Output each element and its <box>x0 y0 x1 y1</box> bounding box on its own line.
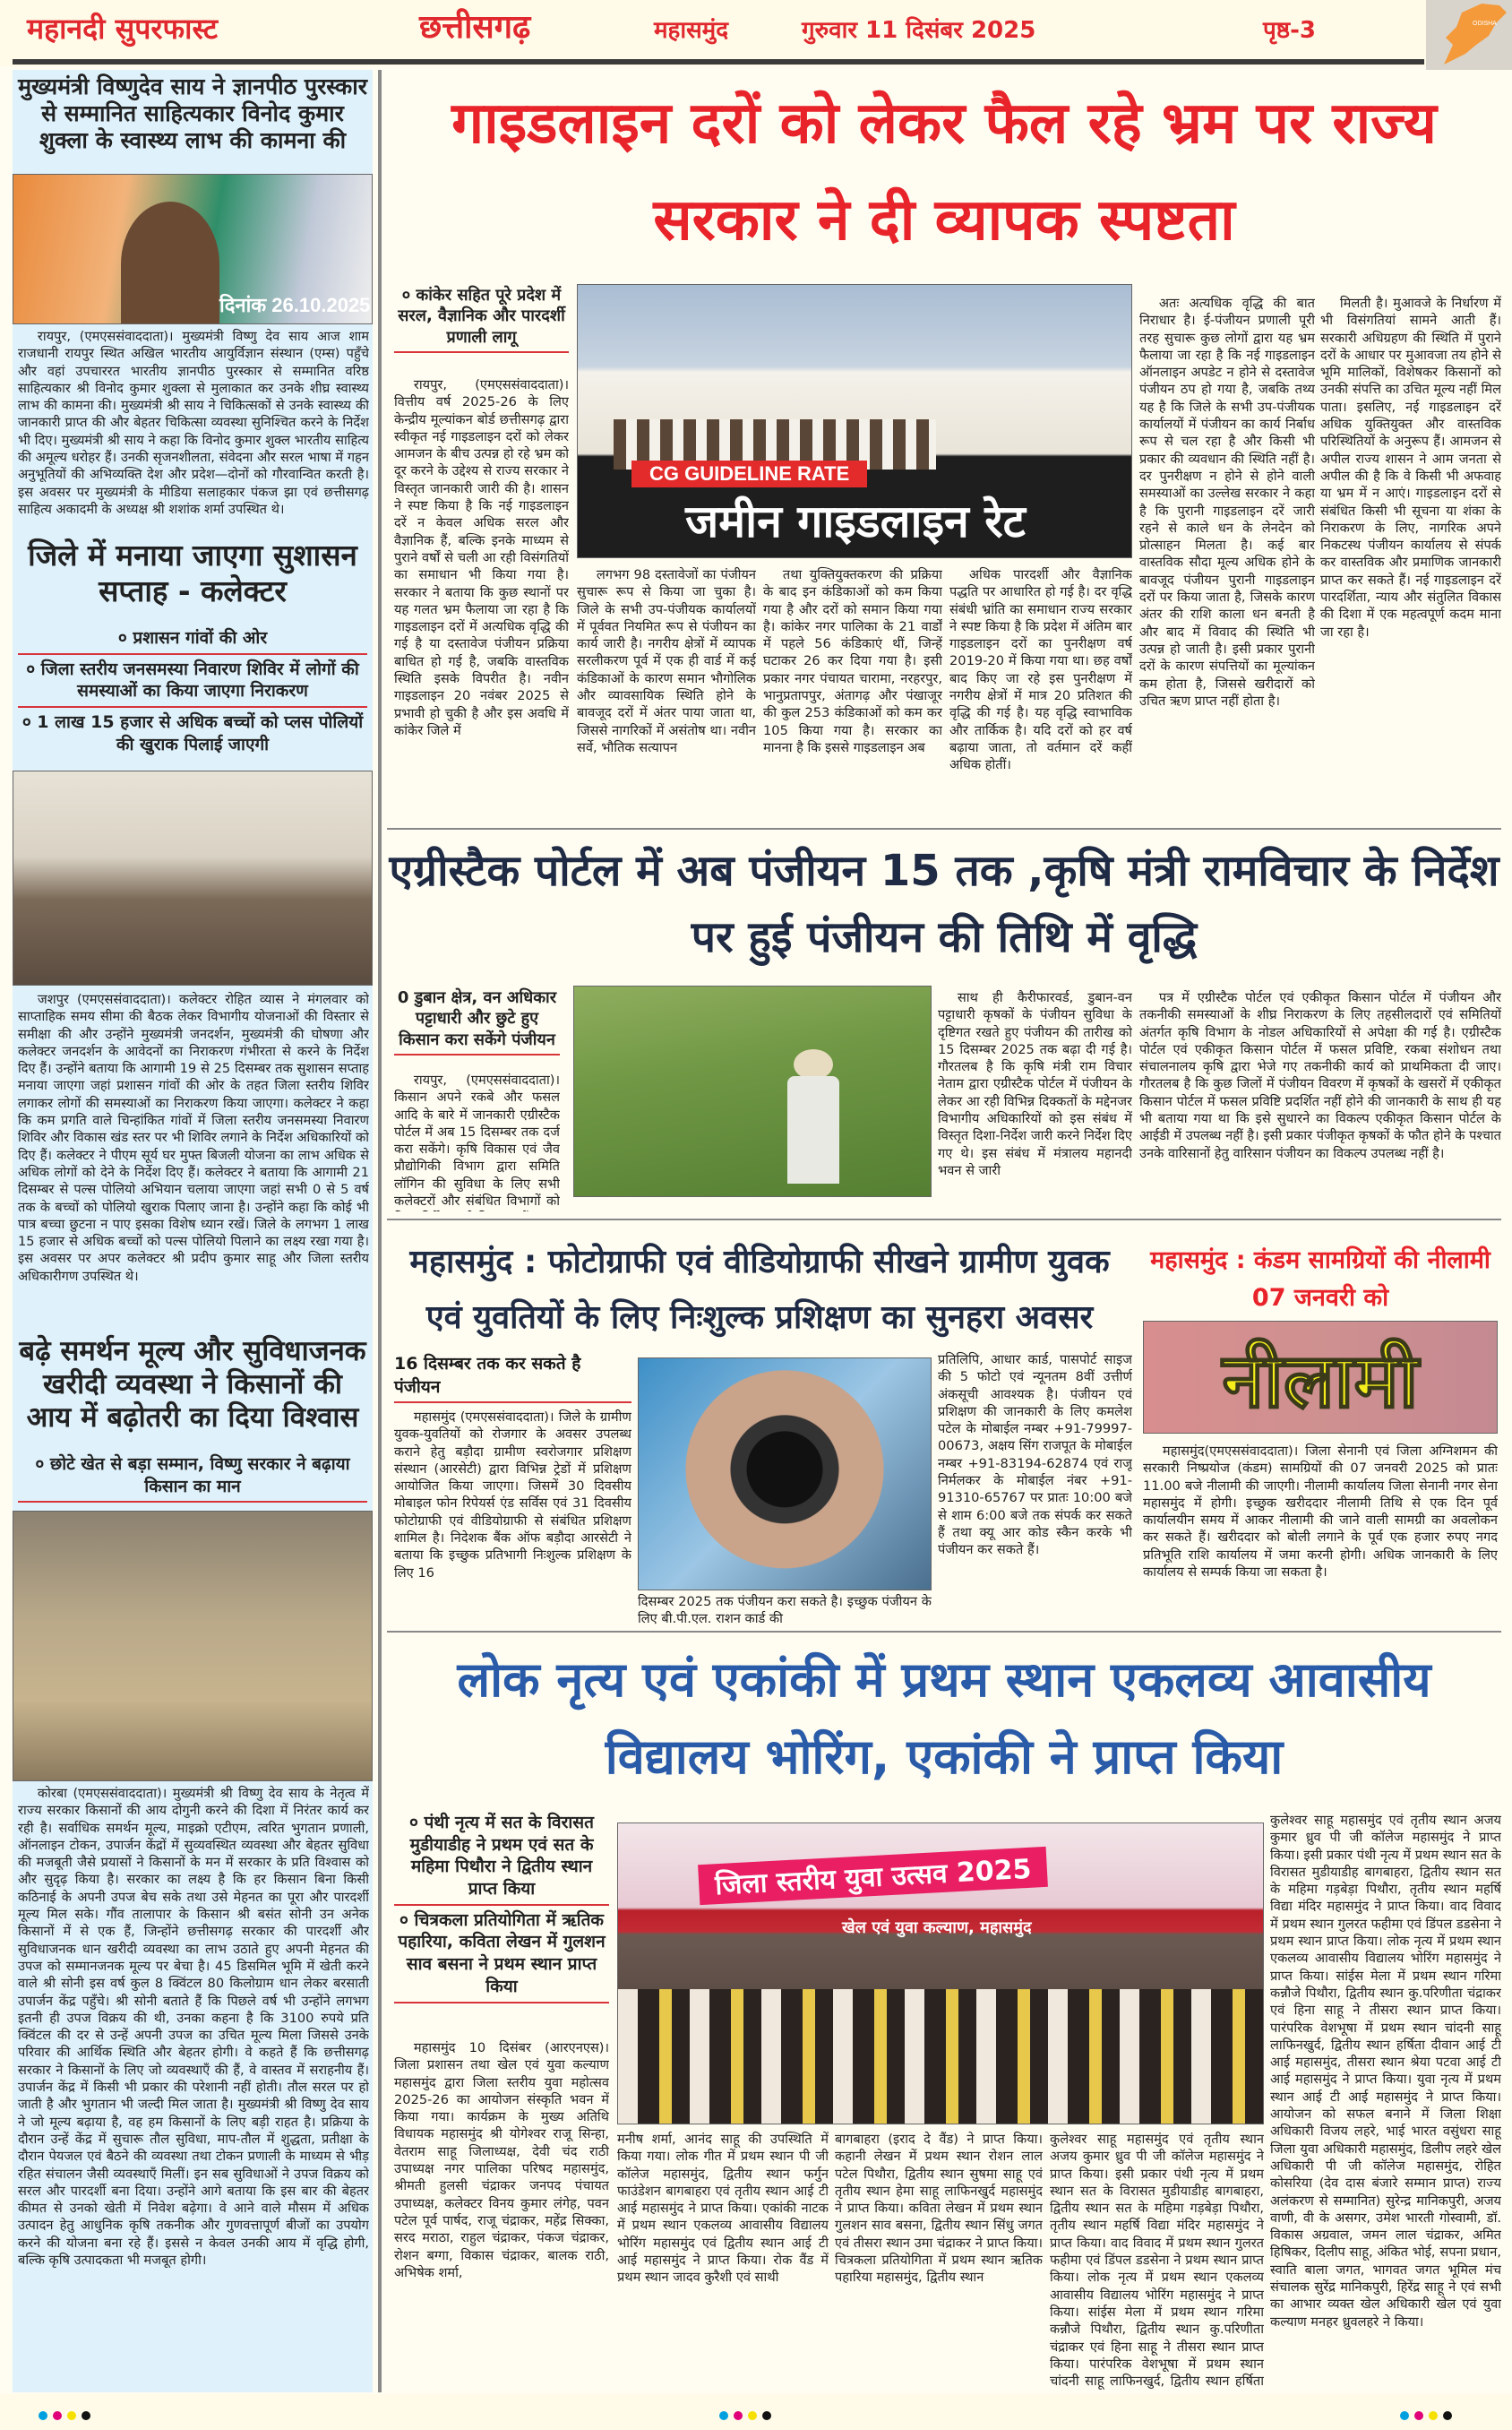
article-body-continued: कुलेश्वर साहू महासमुंद एवं तृतीय स्थान अजय कुमार ध्रुव पी जी कॉलेज महासमुंद ने प्राप्त किया। इसी प्रकार पंथी नृत्य में प्रथम स्थान सत के विरासत मुडीयाडीह बागबाहरा, द्वितीय स्थान सत के महिमा गड़बेड़ा पिथौरा, तृतीय स्थान महर्षि विद्या मंदिर महासमुंद ने प्राप्त किया। वाद विवाद में प्रथम स्थान गुलरत फहीमा एवं डिंपल डडसेना ने प्रथम स्थान प्राप्त किया। लोक नृत्य में प्रथम स्थान एकलव्य आवासीय विद्यालय भोरिंग महासमुंद ने प्राप्त किया। सांईस मेला में प्रथम स्थान गरिमा कन्नौजे पिथौरा, द्वितीय स्थान कु.परिणीता चंद्राकर एवं हिना साहू ने तीसरा स्थान प्राप्त किया। पारंपरिक वेशभूषा में प्रथम स्थान चांदनी साहू लाफिनखुर्द, द्वितीय स्थान हर्षिता दीवान आई टी आई महासमुंद, तीसरा स्थान श्रेया पटवा आई टी आई महासमुंद ने प्राप्त किया। युवा नृत्य में प्रथम स्थान आई टी आई महासमुंद ने प्राप्त किया। आयोजन को सफल बनाने में जिला शिक्षा अधिकारी विजय लहरे, भाई भारत वसुंधरा साहू जिला युवा अधिकारी महासमुंद, डिलीप लहरे खेल अधिकारी पी जी कॉलेज महासमुंद, रोहित कोसरिया (देव दास बंजारे सम्मान प्राप्त) राज्य अलंकरण से सम्मानित) सुरेन्द्र मानिकपुरी, अजय वाणी, वी के असगर, उमेश भारती गोस्वामी, डॉ. विकास अग्रवाल, जमन लाल चंद्राकर, अमित हिषिकर, दिलीप साहू, अंकित भोई, सपना प्रधान, स्वाति बाला जगत, भागवत जगत भूमिल मंच संचालक सुरेंद्र मानिकपुरी, हिरेंद्र साहू ने एवं सभी का आभार व्यक्त खेल अधिकारी खेल एवं युवा कल्याण मनहर ध्रुवलहरे ने किया। <box>1270 1813 1501 2330</box>
subhead: ० 1 लाख 15 हजार से अधिक बच्चों को प्लस पोलियों की खुराक पिलाई जाएगी <box>21 712 364 754</box>
article-headline: महासमुंद : फोटोग्राफी एवं वीडियोग्राफी सीखने ग्रामीण युवक एवं युवतियों के लिए निःशुल्क प्रशिक्षण का सुनहरा अवसर <box>409 1244 1110 1336</box>
article-body: पत्र में एग्रीस्टैक पोर्टल एवं एकीकृत किसान पोर्टल में पंजीयन और तकनीकी समस्याओं के शीघ्र निराकरण के लिए तहसीलदारों एवं समितियों अंतर्गत कृषि विभाग के नोडल अधिकारियों से अपेक्षा की गई है। एग्रीस्टैक पोर्टल एवं एकीकृत किसान पोर्टल में फसल प्रविष्टि, रकबा संशोधन तथा संचालनालय कृषि द्वारा भेजे गए तकनीकी कार्य को प्राथमिकता दी जाए। गौरतलब है कि कुछ जिलों में पंजीयन विवरण में कृषकों के खसरों में एकीकृत किसान पोर्टल में फसल प्रविष्टि प्रदर्शित नहीं होने की जानकारी के साथ ही यह भी बताया गया था कि इसे सुधारने का विकल्प एकीकृत किसान पोर्टल के आईडी में उपलब्ध नहीं है। इसी प्रकार पंजीकृत कृषकों के फौत होने के पश्चात उनके वारिसानों हेतु वारिसान पंजीयन का विकल्प उपलब्ध नहीं है। <box>1139 990 1501 1161</box>
subheads <box>18 627 367 763</box>
subhead: ० कांकेर सहित पूरे प्रदेश में सरल, वैज्ञानिक और पारदर्शी प्रणाली लागू <box>394 285 569 353</box>
paper-name: महानदी सुपरफास्ट <box>27 12 219 46</box>
article-body: अतः अत्यधिक वृद्धि की बात निराधार है। ई-पंजीयन प्रणाली पूरी तरह सुचारू कुछ लोगों द्वारा यह भ्रम फैलाया जा रहा है कि नई गाइडलाइन ऑनलाइन अपडेट न होने से दस्तावेज पंजीयन ठप हो गया है, जबकि तथ्य यह है कि जिले के सभी उप-पंजीयक कार्यालयों में पंजीयन का कार्य निर्बाध रूप से चल रहा है और किसी भी प्रकार की व्यवधान की स्थिति नहीं है। दर पुनरीक्षण न होने से होने वाली समस्याओं का उल्लेख सरकार ने कहा है कि पुरानी गाइडलाइन दरें जारी रहने से काले धन के लेनदेन को प्रोत्साहन मिलता है। कई बार वास्तविक सौदा मूल्य अधिक होने के बावजूद पंजीयन पुरानी गाइडलाइन दरों पर किया जाता है, जिसके कारण अंतर की राशि काला धन बनती है और बाद में विवाद की स्थिति भी उत्पन्न हो जाती है। इसी प्रकार पुरानी दरों के कारण संपत्तियों का मूल्यांकन कम होता है, जिससे खरीदारों को उचित ऋण प्राप्त नहीं होता है। <box>1139 296 1315 709</box>
collector-meeting-photo <box>13 771 373 986</box>
camera-photographer-photo <box>638 1357 932 1590</box>
footer <box>0 2394 1512 2430</box>
article-headline: लोक नृत्य एवं एकांकी में प्रथम स्थान एकलव्य आवासीय विद्यालय भोरिंग, एकांकी ने प्राप्त किया <box>457 1651 1431 1785</box>
column-divider <box>378 70 382 2392</box>
article-body: महासमुंद (एमएससंवाददाता)। जिले के ग्रामीण युवक-युवतियों को रोजगार के अवसर उपलब्ध कराने हेतु बड़ौदा ग्रामीण स्वरोजगार प्रशिक्षण संस्थान (आरसेटी) द्वारा विभिन्न ट्रेडों में प्रशिक्षण आयोजित किया जाएगा। जिसमें 30 दिवसीय मोबाइल फोन रिपेयर्स एंड सर्विस एवं 31 दिवसीय फोटोग्राफी एवं वीडियोग्राफी से संबंधित प्रशिक्षण शामिल है। निदेशक बैंक ऑफ बड़ौदा आरसेटी ने बताया कि इच्छुक प्रतिभागी निःशुल्क प्रशिक्षण के लिए 16 <box>394 1409 631 1581</box>
header-rule <box>13 59 1424 65</box>
article-body: महासमुंद(एमएससंवाददाता)। जिला सेनानी एवं जिला अग्निशमन की सरकारी निष्प्रयोज (कंडम) सामग्रियों की 07 जनवरी 2025 को प्रातः 11.00 बजे नीलामी की जाएगी। नीलामी कार्यालय जिला सेनानी नगर सेना महासमुंद में होगी। इच्छुक खरीददार नीलामी तिथि से एक दिन पूर्व कार्यालयीन समय में आकर नीलामी की जाने वाली सामग्री का अवलोकन कर सकते हैं। खरीददार को बोली लगाने के पूर्व एक हजार रुपए नगद प्रतिभूति राशि कार्यालय में जमा करनी होगी। अधिक जानकारी के लिए कार्यालय से सम्पर्क किया जा सकता है। <box>1143 1443 1498 1581</box>
subhead: 16 दिसम्बर तक कर सकते है पंजीयन <box>394 1351 631 1403</box>
article-headline: एग्रीस्टैक पोर्टल में अब पंजीयन 15 तक ,कृषि मंत्री रामविचार के निर्देश पर हुई पंजीयन की तिथि में वृद्धि <box>389 846 1499 962</box>
article-body: रायपुर, (एमएससंवाददाता)। मुख्यमंत्री विष्णु देव साय आज शाम राजधानी रायपुर स्थित अखिल भारतीय आयुर्विज्ञान संस्थान (एम्स) पहुँचे और वहां उपचाररत भारतीय ज्ञानपीठ पुरस्कार से सम्मानित वरिष्ठ साहित्यकार श्री विनोद कुमार शुक्ला से मुलाकात कर उनके शीघ्र स्वास्थ्य लाभ की कामना की। मुख्यमंत्री श्री साय ने चिकित्सकों से उनके स्वास्थ्य की जानकारी प्राप्त की और बेहतर चिकित्सा व्यवस्था सुनिश्चित करने के निर्देश भी दिए। मुख्यमंत्री श्री साय ने कहा कि विनोद कुमार शुक्ल भारतीय साहित्य की अमूल्य धरोहर हैं। उनकी सृजनशीलता, संवेदना और सरल भाषा में गहन अनुभूतियों की अभिव्यक्ति देश और प्रदेश—दोनों को गौरवान्वित करती है। इस अवसर पर मुख्यमंत्री के मीडिया सलाहकार पंकज झा एवं छत्तीसगढ़ साहित्य अकादमी के अध्यक्ष श्री शशांक शर्मा उपस्थित थे। <box>18 329 369 517</box>
article-headline: महासमुंद : कंडम सामग्रियों की नीलामी 07 जनवरी को <box>1150 1246 1491 1312</box>
article-body: दिसम्बर 2025 तक पंजीयन करा सकते है। इच्छुक पंजीयन के लिए बी.पी.एल. राशन कार्ड की <box>638 1594 932 1627</box>
article-body: मनीष शर्मा, आनंद साहू की उपस्थिति में किया गया। लोक गीत में प्रथम स्थान पी जी कॉलेज महासमुंद, द्वितीय स्थान फर्गुन फाउंडेशन बागबाहरा एवं तृतीय स्थान आई टी आई महासमुंद ने प्राप्त किया। एकांकी नाटक में प्रथम स्थान एकलव्य आवासीय विद्यालय भोरिंग महासमुंद एवं द्वितीय स्थान आई टी आई महासमुंद ने प्राप्त किया। रोक वैंड में प्रथम स्थान जादव कुरैशी एवं साथी <box>617 2132 829 2286</box>
farmer-in-field-photo <box>573 986 932 1197</box>
article-body: रायपुर, (एमएससंवाददाता)। किसान अपने रकबे और फसल आदि के बारे में जानकारी एग्रीस्टैक पोर्टल में अब 15 दिसम्बर तक दर्ज करा सकेंगे। कृषि विकास एवं जैव प्रौद्योगिकी विभाग द्वारा समिति लॉगिन की सुविधा के लिए सभी कलेक्टरों और संबंधित विभागों को <box>394 1073 560 1210</box>
svg-text:ODISHA: ODISHA <box>1473 21 1497 27</box>
subhead: ० प्रशासन गांवों की ओर <box>18 627 367 655</box>
article-body: कुलेश्वर साहू महासमुंद एवं तृतीय स्थान अजय कुमार ध्रुव पी जी कॉलेज महासमुंद ने प्राप्त किया। इसी प्रकार पंथी नृत्य में प्रथम स्थान सत के विरासत मुडीयाडीह बागबाहरा, द्वितीय स्थान सत के महिमा गड़बेड़ा पिथौरा, तृतीय स्थान महर्षि विद्या मंदिर महासमुंद ने प्राप्त किया। वाद विवाद में प्रथम स्थान गुलरत फहीमा एवं डिंपल डडसेना ने प्रथम स्थान प्राप्त किया। लोक नृत्य में प्रथम स्थान एकलव्य आवासीय विद्यालय भोरिंग महासमुंद ने प्राप्त किया। सांईस मेला में प्रथम स्थान गरिमा कन्नौजे पिथौरा, द्वितीय स्थान कु.परिणीता चंद्राकर एवं हिना साहू ने तीसरा स्थान प्राप्त किया। पारंपरिक वेशभूषा में प्रथम स्थान चांदनी साहू लाफिनखुर्द, द्वितीय स्थान हर्षिता <box>1050 2132 1264 2390</box>
registration-marks <box>1397 2407 1455 2424</box>
article-body: जशपुर (एमएससंवाददाता)। कलेक्टर रोहित व्यास ने मंगलवार को साप्ताहिक समय सीमा की बैठक लेकर विभागीय योजनाओं की विस्तार से समीक्षा की और उन्होंने मुख्यमंत्री जनदर्शन, मुख्यमंत्री की घोषणा और कलेक्टर जनदर्शन के आवेदनों का निराकरण गंभीरता से करने के निर्देश दिए हैं। उन्होंने बताया कि आगामी 19 से 25 दिसम्बर तक सुशासन सप्ताह मनाया जाएगा जहां प्रशासन गांवों की ओर के तहत जिला स्तरीय शिविर लगाकर लोगों की समस्याओं का निराकरण किया जाएगा। कलेक्टर ने कहा कि कम प्रगति वाले चिन्हांकित गांवों में जिला स्तरीय जनसमस्या निवारण शिविर और विकास खंड स्तर पर भी शिविर लगाने के निर्देश अधिकारियों को दिए हैं। कलेक्टर ने पीएम सूर्य घर मुफ्त बिजली योजना का लाभ अधिक से अधिक लोगों को देने के निर्देश दिए हैं। कलेक्टर ने बताया कि आगामी 21 दिसम्बर से पल्स पोलियो अभियान चलाया जाएगा जहां सभी 0 से 5 वर्ष तक के बच्चों को पोलियो खुराक पिलाए जाना है। उन्होंने कहा कि कोई भी पात्र बच्चा छुटना न पाए इसका विशेष ध्यान रखें। जिले के लगभग 1 लाख 15 हजार से अधिक बच्चों को पल्स पोलियो पिलाने का लक्ष्य रखा गया है। इस अवसर पर अपर कलेक्टर श्री प्रदीप कुमार साहू और जिला स्तरीय अधिकारीगण उपस्थित थे। <box>18 992 369 1284</box>
article-headline: जिले में मनाया जाएगा सुशासन सप्ताह - कलेक्टर <box>28 538 357 608</box>
odisha-map-icon <box>1426 0 1512 70</box>
article-body: मिलती है। मुआवजे के निर्धारण में भी विसंगतियां सामने आती हैं। सरकारी अधिग्रहण की स्थिति में पुराने दरों के आधार पर मुआवजा तय होने से भूमि मालिकों, विशेषकर किसानों को उनकी संपत्ति का उचित मूल्य नहीं मिल पाता। इसलिए, नई गाइडलाइन दरें अधिक युक्तियुक्त और वास्तविक परिस्थितियों के अनुरूप हैं। आमजन से अपील राज्य शासन ने आम जनता से अपील की है कि वे किसी भी अफवाह या भ्रम में न आएं। गाइडलाइन दरों से संबंधित किसी भी सूचना या शंका के निराकरण के लिए, नागरिक अपने निकटस्थ पंजीयन कार्यालय से संपर्क कर वास्तविक और प्रमाणिक जानकारी प्राप्त कर सकते हैं। नई गाइडलाइन दरें पारदर्शिता, न्याय और संतुलित विकास की दिशा में एक महत्वपूर्ण कदम माना जा रहा है। <box>1320 296 1501 640</box>
image-title: जमीन गाइडलाइन रेट <box>685 495 1026 547</box>
page-number: पृष्ठ-3 <box>1263 17 1316 44</box>
registration-marks <box>717 2407 774 2424</box>
article-body: महासमुंद 10 दिसंबर (आरएनएस)। जिला प्रशासन तथा खेल एवं युवा कल्याण महासमुंद द्वारा जिला स्तरीय युवा महोत्सव 2025-26 का आयोजन संस्कृति भवन में किया गया। कार्यक्रम के मुख्य अतिथि विधायक महासमुंद श्री योगेश्वर राजू सिन्हा, वेतराम साहू जिलाध्यक्ष, देवी चंद राठी उपाध्यक्ष नगर पालिका परिषद महासमुंद, श्रीमती हुलसी चंद्राकर जनपद पंचायत उपाध्यक्ष, कलेक्टर विनय कुमार लंगेह, पवन पटेल पूर्व पार्षद, राजू चंद्राकर, महेंद्र सिक्का, सरद मराठा, राहुल चंद्राकर, पंकज चंद्राकर, रोशन बग्गा, विकास चंद्राकर, बालक राठी, अभिषेक शर्मा, <box>394 2040 609 2280</box>
registration-marks <box>36 2407 93 2424</box>
article-headline: मुख्यमंत्री विष्णुदेव साय ने ज्ञानपीठ पुरस्कार से सम्मानित साहित्यकार विनोद कुमार शुक्ला के स्वास्थ्य लाभ की कामना की <box>18 73 367 153</box>
section-divider <box>387 828 1501 830</box>
date: गुरुवार 11 दिसंबर 2025 <box>802 17 1036 44</box>
subhead: 0 डुबान क्षेत्र, वन अधिकार पट्टाधारी और छुटे हुए किसान करा सकेंगे पंजीयन <box>394 987 560 1056</box>
subhead: ० पंथी नृत्य में सत के विरासत मुडीयाडीह ने प्रथम एवं सत के महिमा पिथौरा ने द्वितीय स्थान प्राप्त किया <box>394 1812 609 1906</box>
festival-banner-subtitle: खेल एवं युवा कल्याण, महासमुंद <box>842 1918 1032 1937</box>
lead-headline: गाइडलाइन दरों को लेकर फैल रहे भ्रम पर राज्य सरकार ने दी व्यापक स्पष्टता <box>451 90 1437 254</box>
subhead: ० जिला स्तरीय जनसमस्या निवारण शिविर में लोगों की समस्याओं का किया जाएगा निराकरण <box>18 659 367 708</box>
section-divider <box>387 1219 1501 1220</box>
youth-festival-photo <box>617 1822 1264 2124</box>
article-body: रायपुर, (एमएससंवाददाता)। वित्तीय वर्ष 2025-26 के लिए केन्द्रीय मूल्यांकन बोर्ड छत्तीसगढ़ द्वारा स्वीकृत नई गाइडलाइन दरों को लेकर आमजन के बीच उत्पन्न हो रहे भ्रम को दूर करने के उद्देश्य से राज्य सरकार ने विस्तृत जानकारी जारी की है। शासन ने स्पष्ट किया है कि नई गाइडलाइन दरें न केवल अधिक सरल और वैज्ञानिक हैं, बल्कि इनके माध्यम से पुराने वर्षों से चली आ रही विसंगतियों का समाधान भी किया गया है। सरकार ने बताया कि कुछ स्थानों पर यह गलत भ्रम फैलाया जा रहा है कि गाइडलाइन दरों में अत्यधिक वृद्धि की गई है या दस्तावेज पंजीयन प्रक्रिया बाधित हो गई है, जबकि वास्तविक स्थिति इसके विपरीत है। नवीन गाइडलाइन 20 नवंबर 2025 से प्रभावी हो चुकी है और इस अवधि में कांकेर जिले में <box>394 377 569 738</box>
article-body: तथा युक्तियुक्तकरण की प्रक्रिया के बाद इन कंडिकाओं को कम किया गया है और दरों को समान किया गया है। कांकेर नगर पालिका के 21 वार्डों में पहले 56 कंडिकाएं थीं, जिन्हें घटाकर 26 कर दिया गया है। इसी प्रकार नगर पंचायत चारामा, नरहरपुर, भानुप्रतापपुर, अंतागढ़ और पंखाजूर की कुल 253 कंडिकाओं को कम कर 105 किया गया है। सरकार का मानना है कि इससे गाइडलाइन अब <box>763 567 942 755</box>
article-body: प्रतिलिपि, आधार कार्ड, पासपोर्ट साइज की 5 फोटो एवं न्यूनतम 8वीं उत्तीर्ण अंकसूची आवश्यक है। पंजीयन एवं प्रशिक्षण की जानकारी के लिए कमलेश पटेल के मोबाईल नम्बर +91-79997-00673, अक्षय सिंग राजपूत के मोबाईल नम्बर +91-83194-62874 एवं राजू निर्मलकर के मोबाईल नंबर +91-91310-65767 पर प्रातः 10:00 बजे से शाम 6:00 बजे तक संपर्क कर सकते हैं तथा क्यू आर कोड स्कैन करके भी पंजीयन कर सकते हैं। <box>938 1352 1132 1558</box>
article-body: बागबाहरा (इराद दे वैंड) ने प्राप्त किया। कहानी लेखन में प्रथम स्थान रोशन लाल पटेल पिथौरा, द्वितीय स्थान सुषमा साहू एवं तृतीय स्थान हेमा साहू लाफिनखुर्द महासमुंद ने प्राप्त किया। कविता लेखन में प्रथम स्थान गुलशन साव बसना, द्वितीय स्थान सिंधु जगत एवं तीसरा स्थान उमा चंद्राकर ने प्राप्त किया। चित्रकला प्रतियोगिता में प्रथम स्थान ऋतिक पहारिया महासमुंद, द्वितीय स्थान <box>835 2132 1043 2286</box>
subheads <box>394 1812 609 2007</box>
festival-banner: जिला स्तरीय युवा उत्सव 2025 <box>698 1847 1048 1905</box>
image-tag: CG GUIDELINE RATE <box>631 461 867 487</box>
nilami-banner-image: नीलामी <box>1143 1321 1498 1434</box>
cm-speaking-photo: दिनांक 26.10.2025 <box>13 174 373 324</box>
article-body: साथ ही कैरीफारवर्ड, डुबान-वन पट्टाधारी कृषकों के पंजीयन सुविधा के दृष्टिगत रखते हुए पंजीयन की तारीख को 15 दिसम्बर 2025 तक बढ़ा दी गई है। गौरतलब है कि कृषि मंत्री राम विचार नेताम द्वारा एग्रीस्टैक पोर्टल में पंजीयन के लेकर आ रही विभिन्न दिक्कतों के मद्देनजर विभागीय अधिकारियों को इस संबंध में विस्तृत दिशा-निर्देश जारी करने निर्देश दिए गए थे। इस संबंध में मंत्रालय महानदी भवन से जारी <box>938 990 1132 1178</box>
subhead: ० चित्रकला प्रतियोगिता में ऋतिक पहारिया, कविता लेखन में गुलशन साव बसना ने प्रथम स्थान प्राप्त किया <box>394 1909 609 2003</box>
paddy-sacks-photo <box>13 1511 373 1781</box>
article-body: लगभग 98 दस्तावेजों का पंजीयन सुचारू रूप से किया जा चुका है। जिले के सभी उप-पंजीयक कार्यालयों में पूर्ववत नियमित रूप से पंजीयन का कार्य जारी है। नगरीय क्षेत्रों में व्यापक सरलीकरण पूर्व में एक ही वार्ड में कई कंडिकाओं के कारण समान भौगोलिक और व्यावसायिक स्थिति होने के बावजूद दरों में अंतर पाया जाता था, जिससे नागरिकों में असंतोष था। नवीन सर्वे, भौतिक सत्यापन <box>577 567 756 755</box>
section-state: छत्तीसगढ़ <box>419 9 531 46</box>
article-headline: बढ़े समर्थन मूल्य और सुविधाजनक खरीदी व्यवस्था ने किसानों की आय में बढ़ोतरी का दिया विश्वास <box>19 1335 366 1435</box>
article-body: कोरबा (एमएससंवाददाता)। मुख्यमंत्री श्री विष्णु देव साय के नेतृत्व में राज्य सरकार किसानों की आय दोगुनी करने की दिशा में निरंतर कार्य कर रही है। सर्वाधिक समर्थन मूल्य, माइक्रो एटीएम, त्वरित भुगतान प्रणाली, ऑनलाइन टोकन, उपार्जन केंद्रों में सुव्यवस्थित व्यवस्था और बेहतर सुविधा की मजबूती जैसे प्रयासों ने किसानों के मन में सरकार के प्रति विश्वास को और सुदृढ़ किया है। सरकार का लक्ष्य है कि हर किसान बिना किसी कठिनाई के अपनी उपज बेच सके तथा उसे मेहनत का पूरा और पारदर्शी मूल्य मिल सके। गौंव तालापार के किसान श्री बसंत सोनी उन अनेक किसानों में से एक हैं, जिन्होंने छत्तीसगढ़ सरकार की पारदर्शी और सुविधाजनक धान खरीदी व्यवस्था का लाभ उठाते हुए अपनी मेहनत की उपज को सम्मानजनक मूल्य पर बेचा है। 45 डिसमिल भूमि में खेती करने वाले श्री सोनी इस वर्ष कुल 8 क्विंटल 80 किलोग्राम धान लेकर बरसाती उपार्जन केंद्र पहुँचे। श्री सोनी बताते हैं कि पिछले वर्ष भी उन्होंने लगभग इतनी ही उपज विक्रय की थी, उनका कहना है कि 3100 रुपये प्रति क्विंटल की दर से उन्हें अपनी उपज का उचित मूल्य मिला जिससे उनके परिवार की आर्थिक स्थिति और बेहतर होगी। वे कहते हैं कि छत्तीसगढ़ सरकार ने किसानों के लिए जो व्यवस्थाएँ की हैं, वे वास्तव में सराहनीय हैं। उपार्जन केंद्र में किसी भी प्रकार की परेशानी नहीं होती। तौल सरल पर हो जाती है और भुगतान भी जल्दी मिल जाता है। मुख्यमंत्री श्री विष्णु देव साय ने जो मूल्य बढ़ाया है, वह हम किसानों के लिए बड़ी राहत है। प्रक्रिया के दौरान उन्हें केंद्र में सुचारू तौल सुविधा, माप-तौल में शुद्धता, प्रतीक्षा के दौरान पेयजल एवं बैठने की व्यवस्था तथा टोकन प्रणाली के माध्यम से भीड़ रहित संचालन जैसी व्यवस्थाएँ मिलीं। इन सब सुविधाओं ने उपज विक्रय को सरल और पारदर्शी बना दिया। उन्होंने आगे बताया कि इस बार की बेहतर कीमत से उनको खेती में निवेश बढ़ेगा। वे आने वाले मौसम में अधिक उत्पादन हेतु आधुनिक कृषि तकनीक और गुणवत्तापूर्ण बीजों का उपयोग करने की योजना बना रहे हैं। इससे न केवल उनकी आय में वृद्धि होगी, बल्कि कृषि उत्पादकता भी मजबूत होगी। <box>18 1786 369 2269</box>
guideline-rate-image <box>577 284 1132 558</box>
city: महासमुंद <box>654 17 729 44</box>
article-body: अधिक पारदर्शी और वैज्ञानिक पद्धति पर आधारित हो गई है। दर वृद्धि संबंधी भ्रांति का समाधान राज्य सरकार ने स्पष्ट किया है कि प्रदेश में अंतिम बार गाइडलाइन दरों का पुनरीक्षण वर्ष 2019-20 में किया गया था। छह वर्षों बाद किए जा रहे इस पुनरीक्षण में नगरीय क्षेत्रों में मात्र 20 प्रतिशत की वृद्धि की गई है। यह वृद्धि स्वाभाविक और तार्किक है। यदि दरों को हर वर्ष बढ़ाया जाता, तो वर्तमान दरें कहीं अधिक होतीं। <box>949 567 1132 773</box>
section-divider <box>387 1631 1501 1633</box>
subhead: ० छोटे खेत से बड़ा सम्मान, विष्णु सरकार ने बढ़ाया किसान का मान <box>18 1453 367 1503</box>
